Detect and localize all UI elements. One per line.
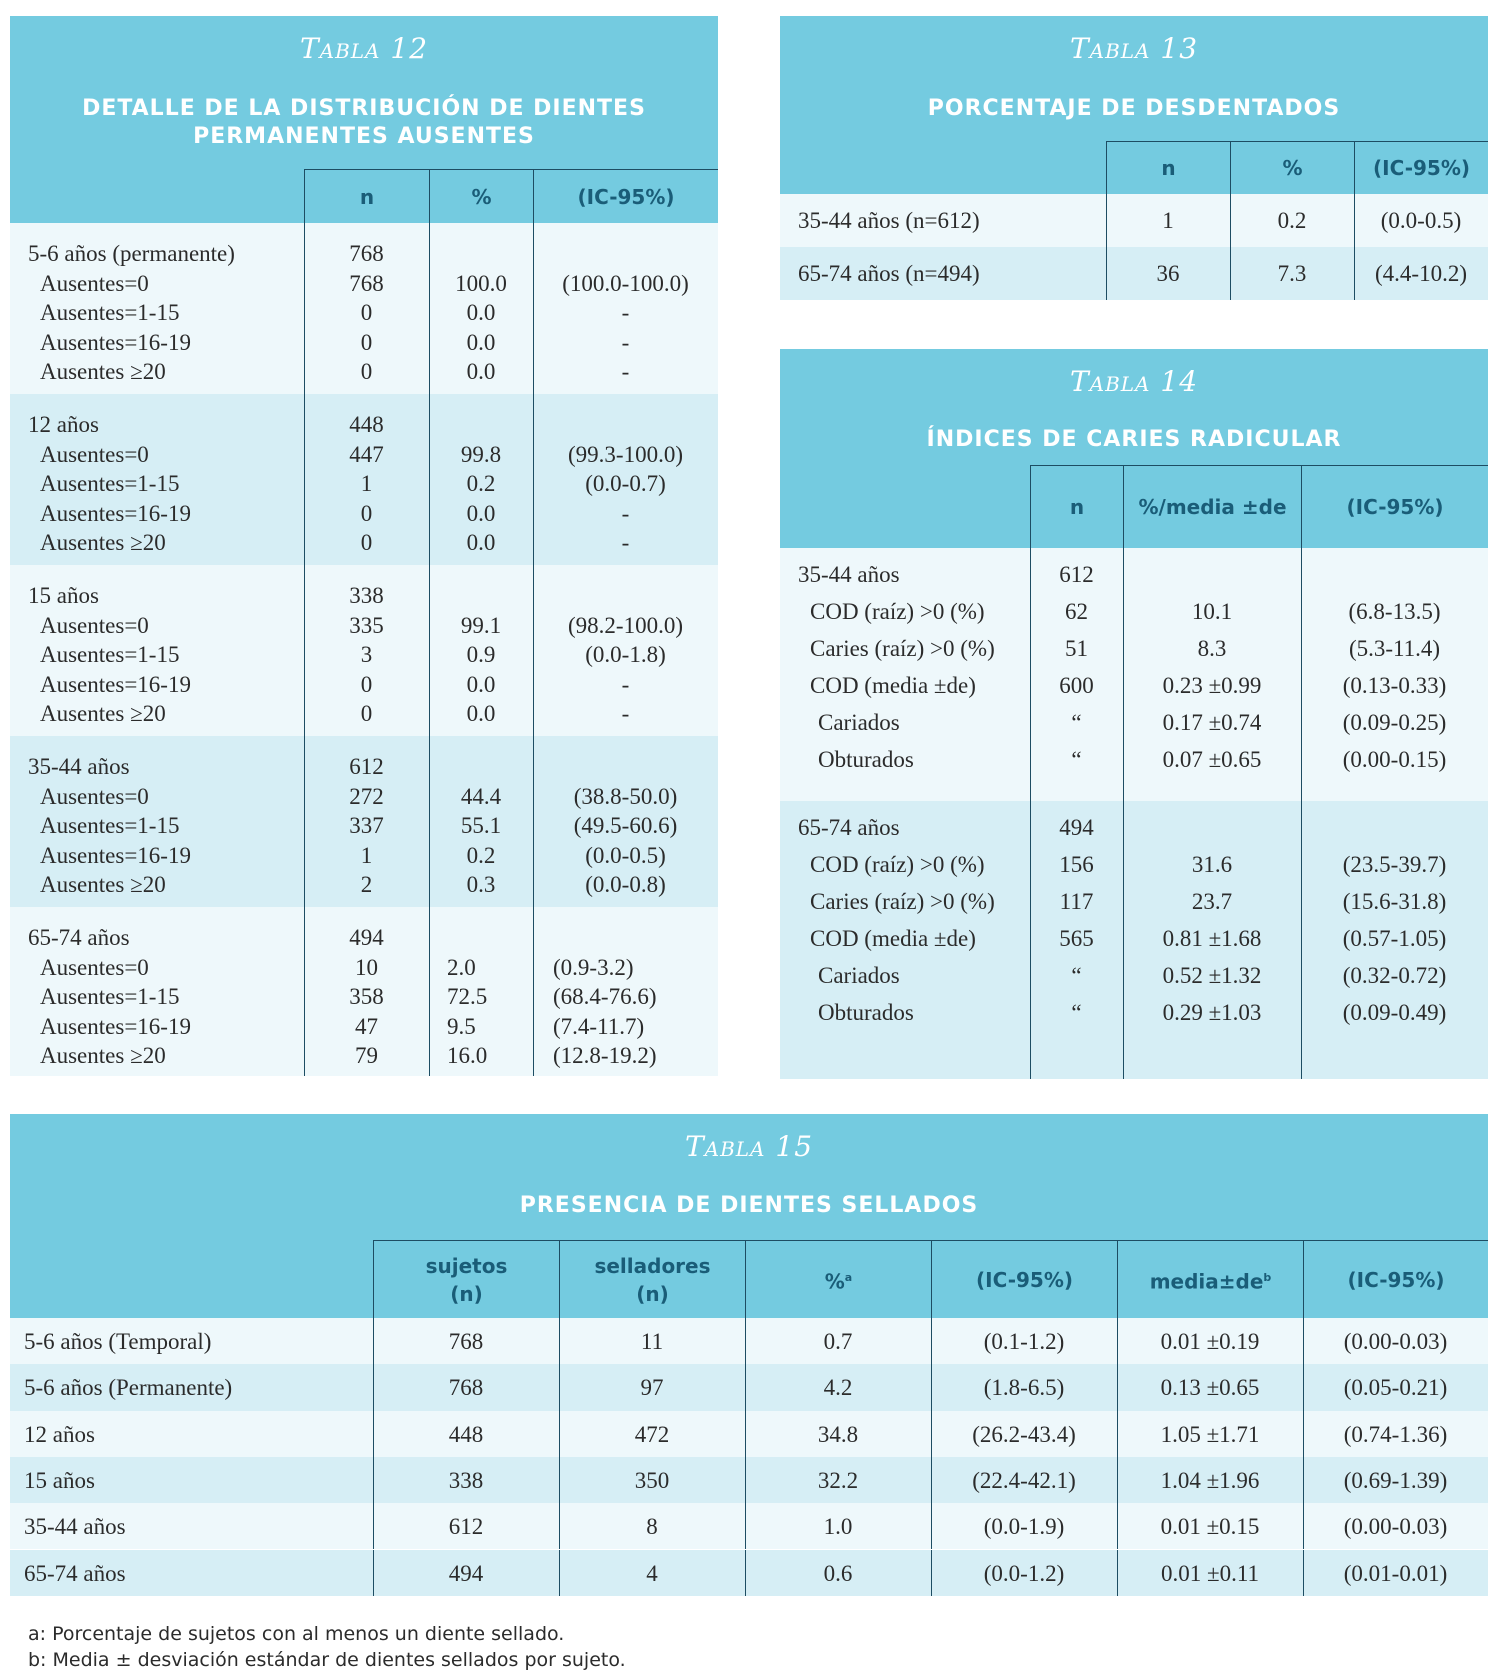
row-pct: 99.1 [460,612,502,638]
row-ci: (15.6-31.8) [1342,889,1447,914]
col-header-text: (IC-95%) [975,1267,1074,1292]
row-label: Cariados [818,963,900,988]
row-n: 337 [349,813,384,838]
row-cell: (22.4-42.1) [972,1467,1076,1493]
row-n: 0 [360,701,373,726]
row-cell: 768 [448,1375,484,1401]
row-n: 272 [349,783,384,809]
tabla-12-column-headers [10,169,718,223]
row-cell: 1.04 ±1.96 [1160,1467,1260,1493]
tabla-15-column-headers [10,1240,1488,1318]
row-label: 35-44 años [24,1514,126,1540]
row-label: Ausentes=16-19 [40,842,191,868]
column-divider [429,907,430,1076]
row-cell: 612 [448,1514,484,1540]
row-ci: (0.0-1.8) [585,642,666,667]
row-cell: (0.0-1.2) [983,1560,1065,1586]
tabla-13-col-pct: % [1230,141,1354,194]
group-n: 768 [349,241,384,266]
row-pct: 0.2 [466,842,496,868]
row-cell: 0.7 [823,1329,853,1354]
row-cell: (0.74-1.36) [1343,1421,1448,1447]
row-n: 600 [1059,673,1094,698]
tabla-12-col-ci: (IC-95%) [533,169,718,223]
tabla-13-subtitle: PORCENTAJE DE DESDENTADOS [927,96,1341,121]
tabla-15 [10,1114,1488,1596]
row-cell: 0.01 ±0.15 [1160,1514,1260,1540]
row-n: 768 [349,270,384,296]
row-label: Ausentes=16-19 [40,329,191,355]
row-ci: (23.5-39.7) [1342,852,1447,877]
row-cell: 97 [640,1375,664,1401]
row-cell: (1.8-6.5) [983,1375,1065,1401]
row-val: 0.29 ±1.03 [1162,1000,1262,1025]
tabla-15-row [10,1503,1488,1549]
tabla-14 [780,349,1488,1079]
row-n: 0 [360,329,373,355]
group-n: 448 [349,412,384,437]
col-header-text: media±de [1149,1269,1264,1294]
row-ci: (5.3-11.4) [1348,636,1441,661]
group-label: 12 años [28,412,99,437]
row-label: Ausentes ≥20 [40,530,166,555]
tabla-13-body [780,194,1488,300]
group-label: 15 años [28,583,99,608]
row-n: 62 [1065,599,1088,624]
group-label: 65-74 años [28,925,130,950]
row-pct: 0.2 [466,471,496,496]
row-label: Ausentes=16-19 [40,671,191,697]
row-label: Ausentes=1-15 [40,642,180,667]
row-ci: (7.4-11.7) [553,1013,645,1039]
row-cell: 0.13 ±0.65 [1160,1375,1260,1401]
row-ci: (99.3-100.0) [568,441,683,467]
row-cell: 34.8 [817,1421,859,1447]
row-ci: - [621,701,630,726]
column-divider [533,907,534,1076]
tabla-13-row [780,247,1488,300]
tabla-12-body [10,223,718,1076]
row-n: 117 [1059,889,1094,914]
row-n: 79 [355,1043,378,1068]
row-label: Ausentes=0 [40,954,149,980]
row-n: “ [1071,1000,1082,1025]
row-ci: (49.5-60.6) [573,813,678,838]
tabla-12-group [10,736,718,907]
row-pct: 0.0 [466,359,496,384]
footnote-b: b: Media ± desviación estándar de dientes sellados por sujeto. [28,1649,626,1671]
row-cell: (0.1-1.2) [983,1329,1065,1354]
row-n: 1 [1162,208,1174,233]
row-n: 335 [349,612,384,638]
row-label: 15 años [24,1467,95,1493]
col-header-text: (IC-95%) [1347,1267,1445,1292]
tabla-15-col-header [745,1240,931,1318]
row-pct: 0.0 [466,329,496,355]
row-n: 447 [349,441,384,467]
row-pct: 0.0 [466,300,496,325]
row-n: “ [1071,710,1082,735]
row-label: COD (raíz) >0 (%) [810,852,985,877]
tabla-15-row [10,1457,1488,1503]
tabla-12 [10,16,718,1076]
tabla-13-column-headers [780,141,1488,194]
row-ci: (0.0-0.5) [585,842,666,868]
row-n: 51 [1065,636,1088,661]
tabla-13-col-ci: (IC-95%) [1354,141,1488,194]
tabla-12-col-n: n [304,169,429,223]
row-cell: 472 [634,1421,670,1447]
col-header-line1 [426,1252,508,1280]
tabla-15-row [10,1411,1488,1457]
row-cell: 4 [646,1560,658,1586]
row-ci: (0.0-0.7) [585,471,666,496]
row-label: Ausentes=0 [40,441,149,467]
group-label: 35-44 años [28,754,130,779]
tabla-15-col-header [559,1240,745,1318]
row-n: 3 [360,642,373,667]
row-ci: - [621,359,630,384]
col-header-line1 [825,1264,852,1296]
row-n: 1 [360,471,373,496]
col-header-text: selladores [594,1253,711,1278]
tabla-14-col-n: n [1030,465,1123,548]
row-label: Ausentes ≥20 [40,701,166,726]
col-header-superscript: a [844,1270,853,1284]
tabla-14-subtitle: ÍNDICES DE CARIES RADICULAR [926,427,1342,452]
row-label: Obturados [818,1000,914,1025]
row-pct: 0.0 [466,671,496,697]
row-val: 10.1 [1191,599,1233,624]
tabla-12-group [10,565,718,736]
row-cell: (0.0-1.9) [983,1514,1065,1540]
row-n: 0 [360,500,373,526]
row-ci: - [621,329,630,355]
row-n: 565 [1059,926,1094,951]
row-label: Ausentes=16-19 [40,500,191,526]
row-pct: 0.0 [466,530,496,555]
row-ci: (12.8-19.2) [553,1043,657,1068]
tabla-14-col-ci: (IC-95%) [1301,465,1488,548]
row-pct: 0.0 [466,500,496,526]
row-label: Ausentes=1-15 [40,300,180,325]
row-cell: (26.2-43.4) [972,1421,1076,1447]
row-ci: (0.13-0.33) [1342,673,1447,698]
tabla-14-title: Tabla 14 [1069,365,1199,398]
row-ci: (100.0-100.0) [562,270,689,296]
row-n: 2 [360,872,373,897]
tabla-12-group [10,394,718,565]
row-ci: (0.0-0.8) [585,872,666,897]
row-ci: (98.2-100.0) [568,612,683,638]
row-pct: 7.3 [1277,261,1307,286]
row-label: Ausentes=0 [40,270,149,296]
tabla-12-col-pct: % [429,169,533,223]
row-pct: 55.1 [460,813,502,838]
tabla-15-title: Tabla 15 [684,1130,814,1163]
col-header-line2: (n) [450,1281,483,1306]
row-label: Ausentes=16-19 [40,1013,191,1039]
group-n: 612 [349,754,384,779]
tabla-12-header [10,16,718,223]
tabla-14-group [780,801,1488,1079]
row-cell: 338 [448,1467,484,1493]
row-pct: 0.3 [466,872,496,897]
row-label: COD (media ±de) [810,673,976,698]
tabla-15-col-header [373,1240,559,1318]
row-label: Ausentes=1-15 [40,471,180,496]
row-val: 31.6 [1191,852,1233,877]
row-ci: (0.0-0.5) [1380,208,1462,233]
tabla-14-header [780,349,1488,548]
row-n: 156 [1059,852,1094,877]
tabla-13-row [780,194,1488,247]
row-val: 0.52 ±1.32 [1162,963,1262,988]
row-label: 5-6 años (Temporal) [24,1329,212,1354]
row-n: 0 [360,671,373,697]
row-cell: (0.00-0.03) [1343,1329,1448,1354]
row-ci: - [621,500,630,526]
footnote-a: a: Porcentaje de sujetos con al menos un diente sellado. [28,1623,565,1645]
col-header-text: % [824,1269,845,1294]
row-cell: (0.00-0.03) [1343,1514,1448,1540]
group-label: 65-74 años [798,815,900,840]
tabla-15-row [10,1364,1488,1410]
col-header-line1 [976,1266,1073,1294]
row-ci: (0.09-0.25) [1342,710,1447,735]
row-label: 35-44 años (n=612) [798,208,980,233]
tabla-13-title: Tabla 13 [1069,32,1199,65]
row-label: 65-74 años [24,1560,126,1586]
row-ci: - [621,300,630,325]
row-val: 0.23 ±0.99 [1162,673,1262,698]
row-n: 0 [360,359,373,384]
tabla-12-group [10,223,718,394]
row-val: 0.07 ±0.65 [1162,747,1262,772]
row-pct: 72.5 [447,984,488,1009]
row-cell: 0.6 [823,1560,853,1586]
row-label: Ausentes=1-15 [40,984,180,1009]
row-cell: 4.2 [823,1375,853,1401]
row-label: Caries (raíz) >0 (%) [810,889,995,914]
col-header-text: sujetos [425,1253,508,1278]
tabla-15-body [10,1318,1488,1596]
row-cell: 768 [448,1329,484,1354]
row-pct: 100.0 [455,270,507,296]
tabla-12-group [10,907,718,1076]
tabla-12-subtitle-line1: DETALLE DE LA DISTRIBUCIÓN DE DIENTES [82,96,646,121]
row-n: 47 [355,1013,378,1039]
tabla-15-col-header [1303,1240,1488,1318]
row-val: 8.3 [1197,636,1227,661]
row-ci: (0.00-0.15) [1342,747,1447,772]
row-label: COD (raíz) >0 (%) [810,599,985,624]
row-pct: 0.2 [1277,208,1307,233]
row-cell: 1.05 ±1.71 [1160,1421,1260,1447]
row-label: COD (media ±de) [810,926,976,951]
row-n: 0 [360,530,373,555]
row-ci: (0.32-0.72) [1342,963,1447,988]
group-label: 5-6 años (permanente) [28,241,235,266]
row-ci: (4.4-10.2) [1375,261,1467,286]
tabla-13-col-n: n [1106,141,1230,194]
row-n: “ [1071,963,1082,988]
row-val: 0.81 ±1.68 [1162,926,1262,951]
row-ci: (0.57-1.05) [1342,926,1447,951]
row-cell: 494 [448,1560,484,1586]
row-ci: (38.8-50.0) [573,783,678,809]
tabla-15-header [10,1114,1488,1318]
row-label: Ausentes=1-15 [40,813,180,838]
row-n: 358 [349,984,384,1009]
tabla-13 [780,16,1488,300]
row-ci: - [621,530,630,555]
row-cell: (0.01-0.01) [1343,1560,1448,1586]
row-ci: (68.4-76.6) [553,984,657,1009]
tabla-15-row [10,1550,1488,1596]
row-pct: 99.8 [460,441,502,467]
group-label: 35-44 años [798,562,900,587]
row-n: 1 [360,842,373,868]
tabla-15-row [10,1318,1488,1364]
row-label: Cariados [818,710,900,735]
tabla-12-title: Tabla 12 [299,32,429,65]
row-cell: 448 [448,1421,484,1447]
row-cell: (0.69-1.39) [1343,1467,1448,1493]
row-cell: 0.01 ±0.19 [1160,1329,1260,1354]
tabla-14-body [780,548,1488,1079]
row-label: Caries (raíz) >0 (%) [810,636,995,661]
row-label: Ausentes ≥20 [40,1043,166,1068]
col-header-line1 [594,1252,710,1280]
tabla-12-subtitle-line2: PERMANENTES AUSENTES [193,124,535,149]
row-label: Ausentes=0 [40,783,149,809]
row-ci: - [621,671,630,697]
row-pct: 16.0 [447,1043,488,1068]
tabla-15-col-header [1117,1240,1303,1318]
row-cell: 350 [634,1467,670,1493]
group-n: 494 [349,925,384,950]
row-ci: (0.09-0.49) [1342,1000,1447,1025]
row-val: 0.17 ±0.74 [1162,710,1262,735]
row-n: 36 [1156,261,1180,286]
row-label: 65-74 años (n=494) [798,261,980,286]
row-val: 23.7 [1191,889,1233,914]
row-n: 0 [360,300,373,325]
row-label: Ausentes ≥20 [40,359,166,384]
row-pct: 0.0 [466,701,496,726]
group-n: 338 [349,583,384,608]
tabla-14-group [780,548,1488,801]
row-cell: 1.0 [823,1514,853,1540]
col-header-line1 [1347,1266,1444,1294]
col-header-line2: (n) [636,1281,669,1306]
row-cell: 32.2 [817,1467,859,1493]
row-label: Obturados [818,747,914,772]
row-pct: 9.5 [447,1013,476,1039]
row-label: Ausentes=0 [40,612,149,638]
row-ci: (6.8-13.5) [1348,599,1441,624]
row-cell: 11 [640,1329,664,1354]
row-label: Ausentes ≥20 [40,872,166,897]
tabla-14-col-val: %/media ±de [1123,465,1301,548]
row-n: “ [1071,747,1082,772]
row-label: 12 años [24,1421,95,1447]
row-cell: 8 [646,1514,658,1540]
row-pct: 44.4 [460,783,502,809]
col-header-line1 [1150,1264,1272,1296]
tabla-14-column-headers [780,465,1488,548]
group-n: 494 [1059,815,1094,840]
row-pct: 0.9 [466,642,496,667]
tabla-13-header [780,16,1488,194]
row-cell: 0.01 ±0.11 [1160,1560,1260,1586]
col-header-superscript: b [1263,1270,1272,1284]
tabla-15-col-header [931,1240,1117,1318]
tabla-15-subtitle: PRESENCIA DE DIENTES SELLADOS [519,1193,979,1218]
row-n: 10 [355,954,378,980]
row-cell: (0.05-0.21) [1343,1375,1448,1401]
group-n: 612 [1059,562,1094,587]
row-ci: (0.9-3.2) [553,954,634,980]
row-pct: 2.0 [447,954,476,980]
row-label: 5-6 años (Permanente) [24,1375,233,1401]
